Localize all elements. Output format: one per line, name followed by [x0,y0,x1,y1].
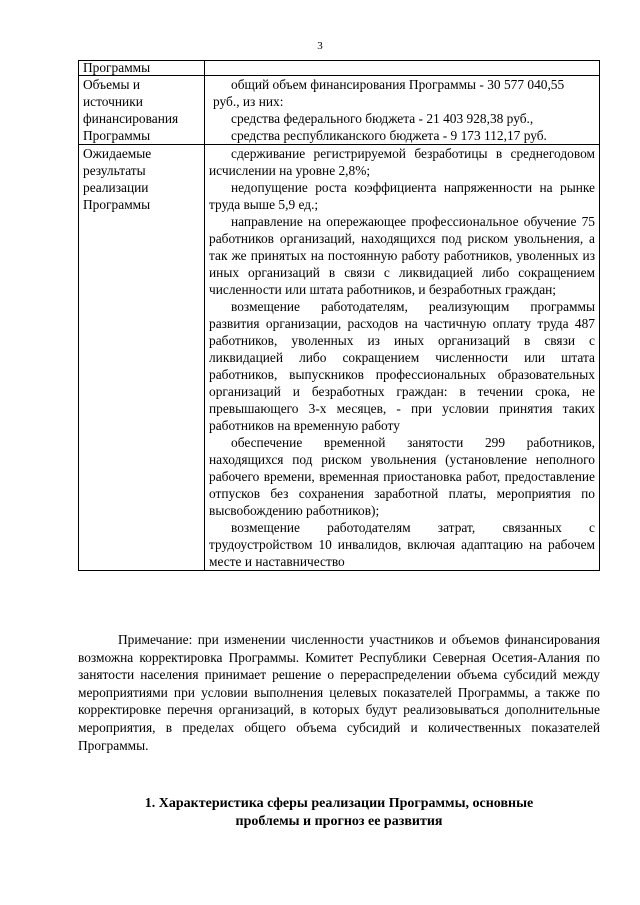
label-line: источники [83,94,143,109]
financing-federal: средства федерального бюджета - 21 403 928,38 руб., [231,111,534,126]
section-heading-line: проблемы и прогноз ее развития [235,814,443,829]
financing-subtitle: руб., из них: [213,94,284,109]
financing-total: общий объем финансирования Программы - 30 577 040,55 [231,77,565,92]
financing-content [205,76,600,145]
note-block [78,631,600,754]
table-row [79,61,600,76]
label-line: реализации [83,180,149,195]
row-content [205,61,600,76]
row-label: Программы [79,61,205,76]
program-passport-table [78,60,600,571]
result-item: недопущение роста коэффициента напряженности на рынке труда выше 5,9 ед.; [209,180,595,212]
label-line: Программы [83,197,151,212]
label-line: результаты [83,163,146,178]
label-line: Ожидаемые [83,146,152,161]
section-heading [78,795,600,831]
label-line: финансирования [83,111,179,126]
result-item: обеспечение временной занятости 299 работников, находящихся под риском увольнения (установление неполного рабочего времени, временная приостановка работ, предоставление отпусков без сохранения заработной платы, мероприятия по высвобождению работников); [209,435,595,518]
result-item: возмещение работодателям, реализующим программы развития организации, расходов на частичную оплату труда 487 работников, уволенных из иных организаций в связи с ликвидацией либо сокращением численности или штата работников, выпускников профессиональных образовательных организаций и безработных граждан: в течении срока, не превышающего 3-х месяцев, - при условии принятия таких работников на временную работу [209,299,595,433]
note-paragraph: Примечание: при изменении численности участников и объемов финансирования возможна корректировка Программы. Комитет Республики Северная Осетия-Алания по занятости населения принимает решение о перераспределении объема субсидий между мероприятиями при условии выполнения целевых показателей Программы, а также по корректировке перечня организаций, в которых будут реализовываться дополнительные мероприятия, в пределах общего объема субсидий и количественных показателей Программы. [78,632,600,753]
row-label-financing [79,76,205,145]
financing-republic: средства республиканского бюджета - 9 173 112,17 руб. [231,128,547,143]
label-line: Объемы и [83,77,141,92]
section-heading-line: 1. Характеристика сферы реализации Программы, основные [144,796,534,811]
result-item: возмещение работодателям затрат, связанных с трудоустройством 10 инвалидов, включая адаптацию на рабочем месте и наставничество [209,520,595,569]
result-item: направление на опережающее профессиональное обучение 75 работников организаций, находящихся под риском увольнения, а так же принятых на постоянную работу работников, уволенных из иных организаций в связи с ликвидацией либо сокращением численности или штата работников, и безработных граждан; [209,214,595,297]
table-row-financing [79,76,600,145]
page-number: 3 [317,40,323,52]
table-row-results [79,145,600,571]
row-label-results [79,145,205,571]
label-line: Программы [83,128,151,143]
results-content [205,145,600,571]
result-item: сдерживание регистрируемой безработицы в среднегодовом исчислении на уровне 2,8%; [209,146,595,178]
